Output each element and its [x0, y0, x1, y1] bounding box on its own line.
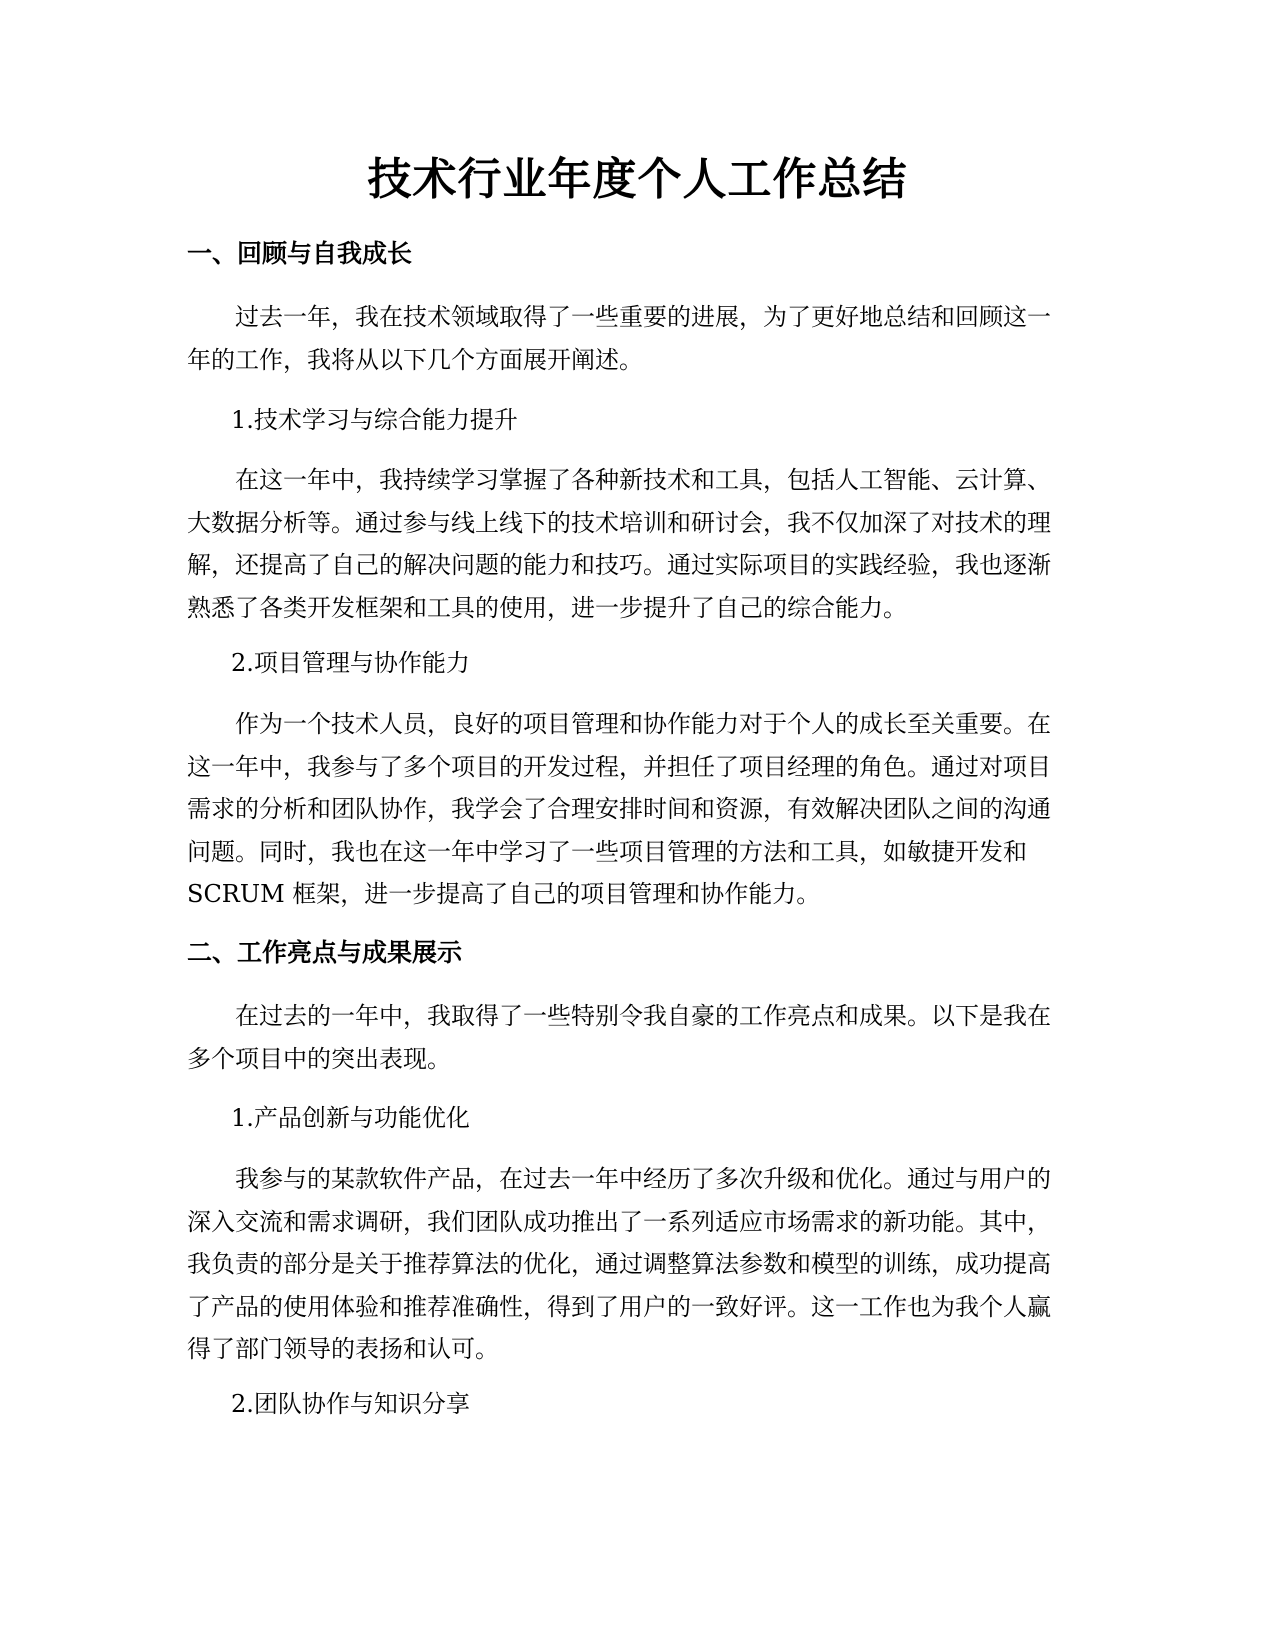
paragraph-line: 我负责的部分是关于推荐算法的优化，通过调整算法参数和模型的训练，成功提高 [187, 1250, 1051, 1278]
subsection-title-1-1: 1.技术学习与综合能力提升 [231, 406, 518, 434]
paragraph-line: 深入交流和需求调研，我们团队成功推出了一系列适应市场需求的新功能。其中， [187, 1207, 1051, 1236]
subsection-1-1-paragraph [187, 459, 1087, 629]
paragraph-line: 在这一年中，我持续学习掌握了各种新技术和工具，包括人工智能、云计算、 [187, 466, 1051, 494]
paragraph-line: 需求的分析和团队协作，我学会了合理安排时间和资源，有效解决团队之间的沟通 [187, 795, 1051, 823]
paragraph-line: 熟悉了各类开发框架和工具的使用，进一步提升了自己的综合能力。 [187, 593, 907, 622]
subsection-title-2-1: 1.产品创新与功能优化 [231, 1104, 470, 1132]
subsection-1-2-paragraph [187, 703, 1087, 916]
paragraph-line: 得了部门领导的表扬和认可。 [187, 1335, 499, 1363]
paragraph-line: 问题。同时，我也在这一年中学习了一些项目管理的方法和工具，如敏捷开发和 [187, 837, 1027, 866]
paragraph-line: 我参与的某款软件产品，在过去一年中经历了多次升级和优化。通过与用户的 [187, 1165, 1051, 1193]
paragraph-line: 了产品的使用体验和推荐准确性，得到了用户的一致好评。这一工作也为我个人赢 [187, 1292, 1051, 1321]
section1-intro-paragraph [187, 296, 1087, 381]
paragraph-line: SCRUM 框架，进一步提高了自己的项目管理和协作能力。 [187, 880, 821, 908]
paragraph-line: 年的工作，我将从以下几个方面展开阐述。 [187, 345, 643, 374]
paragraph-line: 这一年中，我参与了多个项目的开发过程，并担任了项目经理的角色。通过对项目 [187, 752, 1051, 781]
paragraph-line: 解，还提高了自己的解决问题的能力和技巧。通过实际项目的实践经验，我也逐渐 [187, 551, 1051, 579]
section-heading-1: 一、回顾与自我成长 [187, 239, 413, 268]
paragraph-line: 在过去的一年中，我取得了一些特别令我自豪的工作亮点和成果。以下是我在 [187, 1002, 1051, 1030]
paragraph-line: 大数据分析等。通过参与线上线下的技术培训和研讨会，我不仅加深了对技术的理 [187, 508, 1051, 537]
document-title: 技术行业年度个人工作总结 [367, 154, 908, 205]
paragraph-line: 多个项目中的突出表现。 [187, 1044, 451, 1073]
paragraph-line: 过去一年，我在技术领域取得了一些重要的进展，为了更好地总结和回顾这一 [187, 303, 1051, 331]
subsection-title-2-2: 2.团队协作与知识分享 [231, 1390, 470, 1418]
paragraph-line: 作为一个技术人员，良好的项目管理和协作能力对于个人的成长至关重要。在 [187, 710, 1051, 738]
section-heading-2: 二、工作亮点与成果展示 [187, 938, 463, 967]
subsection-title-1-2: 2.项目管理与协作能力 [231, 649, 470, 677]
section2-intro-paragraph [187, 995, 1087, 1080]
subsection-2-1-paragraph [187, 1158, 1087, 1371]
